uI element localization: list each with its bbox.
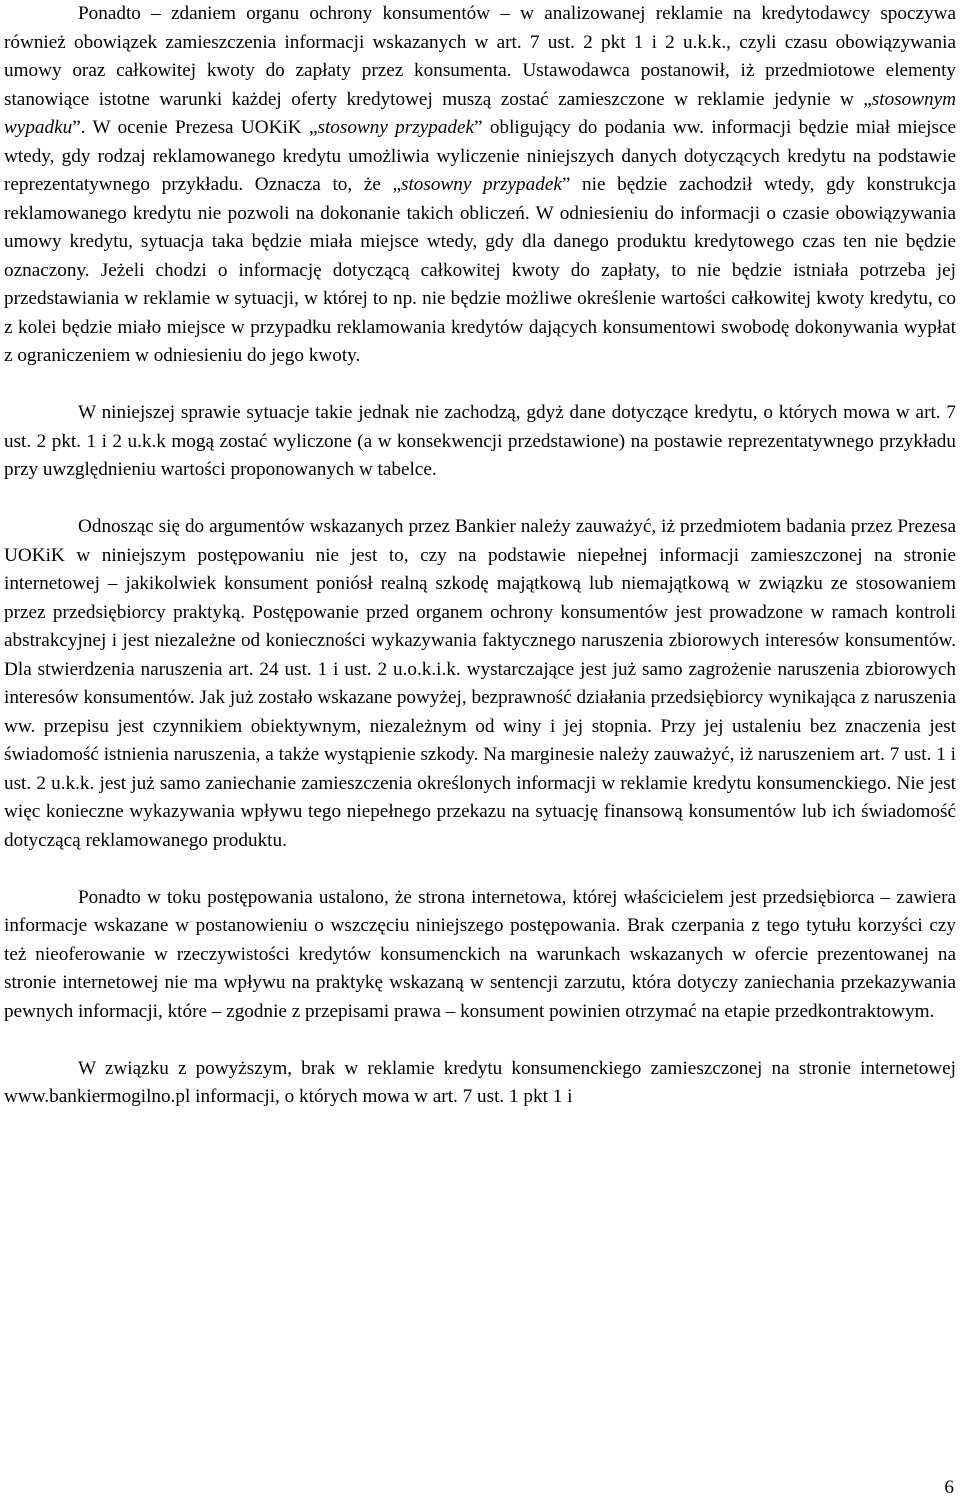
paragraph-1 bbox=[4, 0, 956, 371]
paragraph-1-italic-c: stosowny przypadek bbox=[401, 174, 562, 195]
paragraph-1-text-a: Ponadto – zdaniem organu ochrony konsumentów – w analizowanej reklamie na kredytodawcy spoczywa również obowiązek zamieszczenia informacji wskazanych w art. 7 ust. 2 pkt 1 i 2 u.k.k., czyli czasu obowiązywania umowy oraz całkowitej kwoty do zapłaty przez konsumenta. Ustawodawca postanowił, iż przedmiotowe elementy stanowiące istotne warunki każdej oferty kredytowej muszą zostać zamieszczone w reklamie jedynie w „ bbox=[4, 3, 956, 110]
paragraph-5 bbox=[4, 1055, 956, 1112]
paragraph-1-italic-a: stosownym wypadku bbox=[4, 88, 956, 138]
paragraph-4 bbox=[4, 884, 956, 1027]
paragraph-gap bbox=[4, 1026, 956, 1055]
paragraph-1-italic-b: stosowny przypadek bbox=[317, 117, 475, 138]
paragraph-gap bbox=[4, 371, 956, 400]
paragraph-3-text: Odnosząc się do argumentów wskazanych przez Bankier należy zauważyć, iż przedmiotem badania przez Prezesa UOKiK w niniejszym postępowaniu nie jest to, czy na podstawie niepełnej informacji zamieszczonej na stronie internetowej – jakikolwiek konsument poniósł realną szkodę majątkową lub niemajątkową w związku ze stosowaniem przez przedsiębiorcy praktyką. Postępowanie przed organem ochrony konsumentów jest prowadzone w ramach kontroli abstrakcyjnej i jest niezależne od konieczności wykazywania faktycznego naruszenia zbiorowych interesów konsumentów. Dla stwierdzenia naruszenia art. 24 ust. 1 i ust. 2 u.o.k.i.k. wystarczające jest już samo zagrożenie naruszenia zbiorowych interesów konsumentów. Jak już zostało wskazane powyżej, bezprawność działania przedsiębiorcy wynikająca z naruszenia ww. przepisu jest czynnikiem obiektywnym, niezależnym od winy i jej stopnia. Przy jej ustaleniu bez znaczenia jest świadomość istnienia naruszenia, a także wystąpienie szkody. Na marginesie należy zauważyć, iż naruszeniem art. 7 ust. 1 i ust. 2 u.k.k. jest już samo zaniechanie zamieszczenia określonych informacji w reklamie kredytu konsumenckiego. Nie jest więc konieczne wykazywania wpływu tego niepełnego przekazu na sytuację finansową konsumentów lub ich świadomość dotyczącą reklamowanego produktu. bbox=[4, 516, 956, 851]
paragraph-gap bbox=[4, 485, 956, 514]
document-page bbox=[4, 0, 956, 1112]
paragraph-2-text: W niniejszej sprawie sytuacje takie jednak nie zachodzą, gdyż dane dotyczące kredytu, o których mowa w art. 7 ust. 2 pkt. 1 i 2 u.k.k mogą zostać wyliczone (a w konsekwencji przedstawione) na postawie reprezentatywnego przykładu przy uwzględnieniu wartości proponowanych w tabelce. bbox=[4, 402, 956, 480]
paragraph-4-text: Ponadto w toku postępowania ustalono, że strona internetowa, której właścicielem jest przedsiębiorca – zawiera informacje wskazane w postanowieniu o wszczęciu niniejszego postępowania. Brak czerpania z tego tytułu korzyści czy też nieoferowanie w rzeczywistości kredytów konsumenckich na warunkach wskazanych w ofercie prezentowanej na stronie internetowej nie ma wpływu na praktykę wskazaną w sentencji zarzutu, która dotyczy zaniechania przekazywania pewnych informacji, które – zgodnie z przepisami prawa – konsument powinien otrzymać na etapie przedkontraktowym. bbox=[4, 886, 956, 1022]
paragraph-2 bbox=[4, 399, 956, 485]
paragraph-5-text: W związku z powyższym, brak w reklamie kredytu konsumenckiego zamieszczonej na stronie internetowej www.bankiermogilno.pl informacji, o których mowa w art. 7 ust. 1 pkt 1 i bbox=[4, 1057, 956, 1107]
page-number: 6 bbox=[944, 1477, 954, 1498]
paragraph-1-text-d: ” nie będzie zachodził wtedy, gdy konstrukcja reklamowanego kredytu nie pozwoli na dokonanie takich obliczeń. W odniesieniu do informacji o czasie obowiązywania umowy kredytu, sytuacja taka będzie miała miejsce wtedy, gdy dla danego produktu kredytowego czas ten nie będzie oznaczony. Jeżeli chodzi o informację dotyczącą całkowitej kwoty do zapłaty, to nie będzie istniała potrzeba jej przedstawiania w reklamie w sytuacji, w której to np. nie będzie możliwe określenie wartości całkowitej kwoty kredytu, co z kolei będzie miało miejsce w przypadku reklamowania kredytów dających konsumentowi swobodę dokonywania wypłat z ograniczeniem w odniesieniu do jego kwoty. bbox=[4, 174, 957, 366]
paragraph-1-text-b: ”. W ocenie Prezesa UOKiK „ bbox=[72, 117, 318, 138]
paragraph-3 bbox=[4, 513, 956, 855]
paragraph-1-text-c: ” obligujący do podania ww. informacji będzie miał miejsce wtedy, gdy rodzaj reklamowanego kredytu umożliwia wyliczenie niniejszych danych dotyczących kredytu na podstawie reprezentatywnego przykładu. Oznacza to, że „ bbox=[4, 117, 957, 195]
paragraph-gap bbox=[4, 855, 956, 884]
